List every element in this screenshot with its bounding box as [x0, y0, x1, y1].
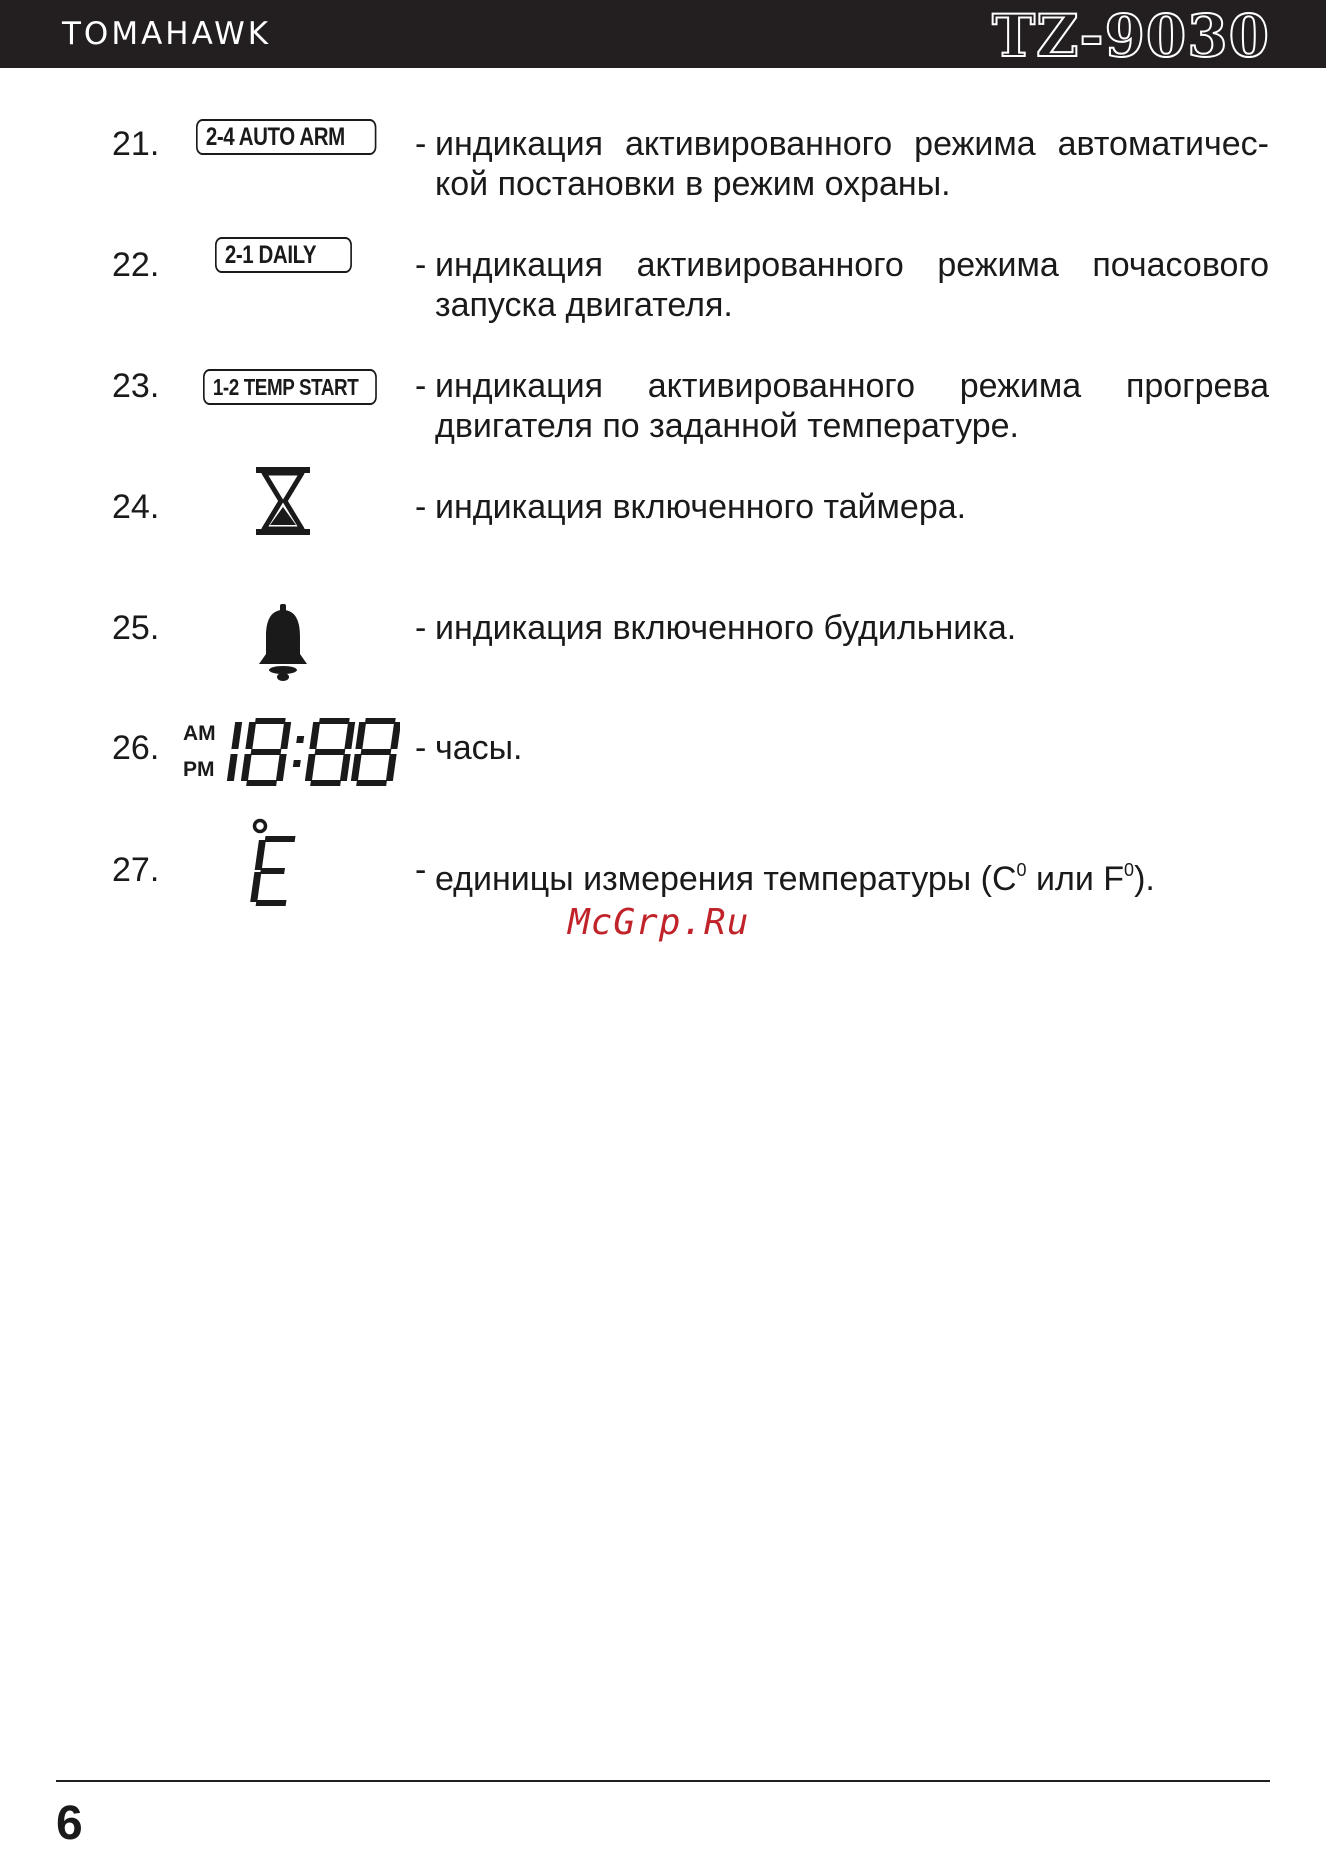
item-description [415, 608, 1269, 648]
temp-start-badge: 1-2 TEMP START [203, 369, 377, 405]
model-name: TZ-9030 [992, 2, 1270, 70]
clock-digits-icon [220, 716, 400, 788]
item-number: 23. [112, 367, 160, 405]
watermark: McGrp.Ru [568, 902, 750, 943]
auto-arm-badge: 2-4 AUTO ARM [196, 119, 376, 155]
item-text: часы. [435, 729, 523, 767]
footer-divider [56, 1780, 1270, 1782]
temp-start-indicator [203, 369, 415, 405]
page-header [0, 0, 1326, 68]
item-number: 21. [112, 125, 160, 163]
item-text: индикация активированного режима прогрева двигателя по заданной температуре. [435, 367, 1269, 445]
temperature-unit-icon [246, 818, 306, 915]
daily-badge: 2-1 DAILY [215, 237, 352, 273]
item-text: индикация включенного таймера. [435, 488, 967, 526]
item-dash: - [415, 125, 427, 163]
item-description [415, 124, 1269, 204]
item-description [415, 487, 1269, 527]
item-number: 22. [112, 246, 160, 284]
item-text: индикация включенного будильника. [435, 609, 1017, 647]
daily-indicator [215, 237, 382, 273]
item-dash: - [415, 729, 427, 767]
item-dash: - [415, 246, 427, 284]
item-description [415, 366, 1269, 446]
brand-name: TOMAHAWK [62, 16, 272, 52]
item-text-middle: или F [1026, 860, 1125, 898]
item-description [415, 850, 1269, 899]
item-number: 26. [112, 729, 160, 767]
item-text [435, 850, 1269, 899]
item-number: 27. [112, 851, 160, 889]
am-label: AM [183, 722, 216, 745]
page-number: 6 [56, 1797, 83, 1850]
pm-label: PM [183, 758, 215, 781]
item-dash: - [415, 609, 427, 647]
item-text: индикация активированного режима автоматичес-кой постановки в режим охраны. [435, 125, 1269, 203]
celsius-degree: 0 [1016, 860, 1027, 880]
bell-icon [256, 604, 310, 689]
fahrenheit-degree: 0 [1124, 860, 1135, 880]
item-dash: - [415, 851, 427, 889]
auto-arm-indicator [196, 119, 416, 155]
item-description [415, 245, 1269, 325]
item-number: 25. [112, 609, 160, 647]
item-text-start: единицы измерения температуры (C [435, 860, 1017, 898]
item-text-end: ). [1134, 860, 1155, 898]
item-number: 24. [112, 488, 160, 526]
hourglass-icon [254, 465, 312, 542]
item-text: индикация активированного режима почасового запуска двигателя. [435, 246, 1269, 324]
item-dash: - [415, 367, 427, 405]
item-dash: - [415, 488, 427, 526]
clock-display [180, 722, 400, 792]
item-description [415, 728, 1269, 768]
